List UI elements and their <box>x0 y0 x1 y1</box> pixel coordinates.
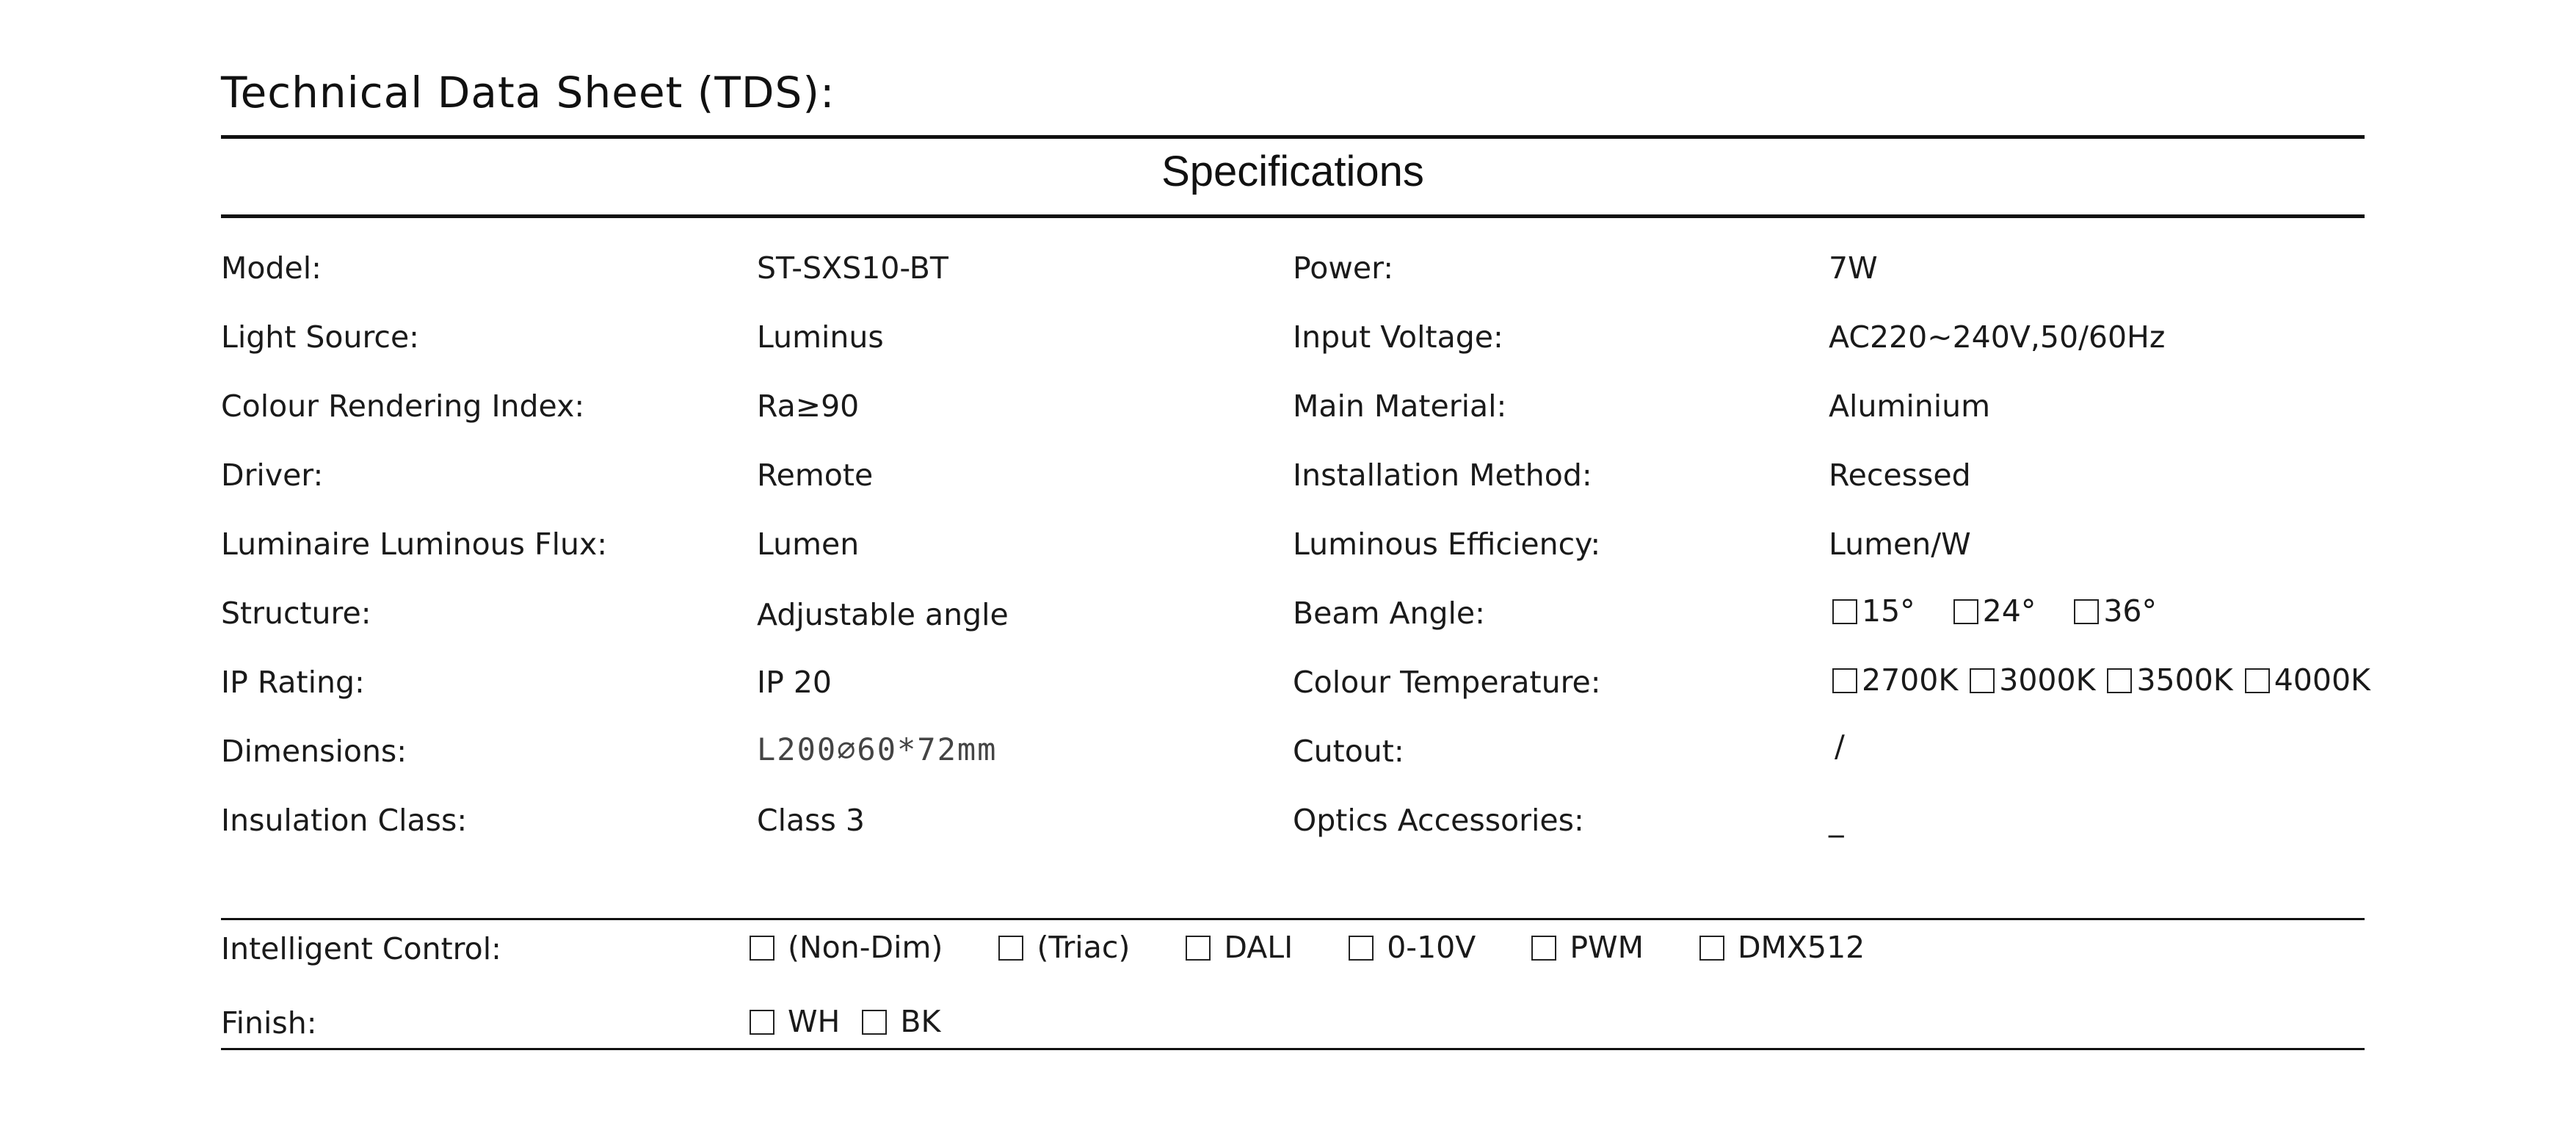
ip-rating-value: IP 20 <box>757 665 832 700</box>
structure-label: Structure: <box>221 596 371 631</box>
checkbox-icon[interactable] <box>1832 599 1857 624</box>
model-value: ST-SXS10-BT <box>757 250 948 286</box>
checkbox-icon[interactable] <box>750 936 774 961</box>
finish-options <box>750 1004 941 1039</box>
checkbox-icon[interactable] <box>1699 936 1724 961</box>
control-top-rule <box>221 918 2365 920</box>
power-label: Power: <box>1293 250 1394 286</box>
cutout-value: / <box>1835 728 1845 764</box>
colour-temperature-option[interactable]: 2700K <box>1832 665 1958 695</box>
luminous-efficiency-value: Lumen/W <box>1829 527 1971 562</box>
intelligent-control-option[interactable]: DMX512 <box>1699 933 1865 963</box>
checkbox-icon[interactable] <box>862 1010 887 1035</box>
insulation-class-value: Class 3 <box>757 803 865 838</box>
checkbox-icon[interactable] <box>1970 668 1995 693</box>
driver-value: Remote <box>757 458 874 493</box>
luminous-efficiency-label: Luminous Efficiency: <box>1293 527 1601 562</box>
intelligent-control-option[interactable]: PWM <box>1531 933 1644 963</box>
beam-angle-option[interactable]: 15° <box>1832 596 1915 626</box>
colour-temperature-label: Colour Temperature: <box>1293 665 1601 700</box>
finish-option[interactable]: WH <box>750 1007 840 1037</box>
colour-temperature-option[interactable]: 3500K <box>2107 665 2232 695</box>
checkbox-icon[interactable] <box>1186 936 1211 961</box>
ip-rating-label: IP Rating: <box>221 665 365 700</box>
dimensions-value: L200∅60*72mm <box>757 731 998 767</box>
bottom-rule <box>221 1048 2365 1050</box>
light-source-label: Light Source: <box>221 319 419 355</box>
colour-temperature-option[interactable]: 4000K <box>2245 665 2370 695</box>
main-material-label: Main Material: <box>1293 388 1507 424</box>
data-sheet <box>221 0 2370 1128</box>
light-source-value: Luminus <box>757 319 884 355</box>
colour-temperature-options <box>1832 662 2370 698</box>
heading-rule <box>221 214 2365 218</box>
power-value: 7W <box>1829 250 1878 286</box>
driver-label: Driver: <box>221 458 324 493</box>
checkbox-icon[interactable] <box>998 936 1023 961</box>
finish-label: Finish: <box>221 1005 317 1041</box>
title-rule <box>221 135 2365 139</box>
cri-value: Ra≥90 <box>757 388 860 424</box>
input-voltage-value: AC220~240V,50/60Hz <box>1829 319 2166 355</box>
page-title: Technical Data Sheet (TDS): <box>221 68 835 118</box>
luminous-flux-label: Luminaire Luminous Flux: <box>221 527 608 562</box>
beam-angle-label: Beam Angle: <box>1293 596 1485 631</box>
finish-option[interactable]: BK <box>862 1007 940 1037</box>
cri-label: Colour Rendering Index: <box>221 388 585 424</box>
structure-value: Adjustable angle <box>757 597 1009 632</box>
insulation-class-label: Insulation Class: <box>221 803 468 838</box>
optics-accessories-label: Optics Accessories: <box>1293 803 1584 838</box>
cutout-label: Cutout: <box>1293 734 1404 769</box>
intelligent-control-option[interactable]: (Triac) <box>998 933 1130 963</box>
dimensions-label: Dimensions: <box>221 734 407 769</box>
intelligent-control-option[interactable]: 0-10V <box>1349 933 1476 963</box>
intelligent-control-options <box>750 930 1865 965</box>
checkbox-icon[interactable] <box>1531 936 1556 961</box>
checkbox-icon[interactable] <box>1349 936 1374 961</box>
installation-method-value: Recessed <box>1829 458 1971 493</box>
input-voltage-label: Input Voltage: <box>1293 319 1503 355</box>
intelligent-control-label: Intelligent Control: <box>221 931 501 966</box>
optics-accessories-value: _ <box>1829 803 1844 838</box>
colour-temperature-option[interactable]: 3000K <box>1970 665 2095 695</box>
checkbox-icon[interactable] <box>1953 599 1978 624</box>
beam-angle-option[interactable]: 36° <box>2074 596 2157 626</box>
specifications-heading: Specifications <box>1161 148 1424 195</box>
beam-angle-option[interactable]: 24° <box>1953 596 2036 626</box>
checkbox-icon[interactable] <box>2074 599 2099 624</box>
checkbox-icon[interactable] <box>2245 668 2270 693</box>
checkbox-icon[interactable] <box>750 1010 774 1035</box>
main-material-value: Aluminium <box>1829 388 1991 424</box>
luminous-flux-value: Lumen <box>757 527 860 562</box>
checkbox-icon[interactable] <box>2107 668 2132 693</box>
model-label: Model: <box>221 250 322 286</box>
installation-method-label: Installation Method: <box>1293 458 1592 493</box>
intelligent-control-option[interactable]: DALI <box>1186 933 1293 963</box>
checkbox-icon[interactable] <box>1832 668 1857 693</box>
intelligent-control-option[interactable]: (Non-Dim) <box>750 933 943 963</box>
beam-angle-options <box>1832 593 2158 629</box>
